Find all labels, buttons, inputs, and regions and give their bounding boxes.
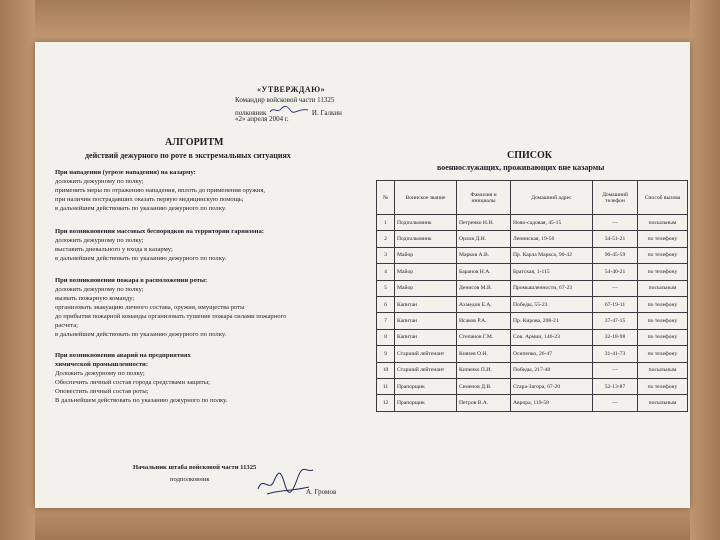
- table-cell: Князев О.Н.: [457, 346, 511, 362]
- table-cell: посыльным: [638, 362, 688, 378]
- table-cell: Прапорщик: [395, 378, 457, 394]
- table-cell: Ахмедов Е.А.: [457, 296, 511, 312]
- table-cell: Братская, 1-115: [511, 264, 593, 280]
- table-cell: 67-19-11: [593, 296, 638, 312]
- table-cell: Капитан: [395, 313, 457, 329]
- table-header-row: [377, 181, 688, 215]
- frame-left: [0, 0, 35, 540]
- list-subtitle: военнослужащих, проживающих вне казармы: [437, 163, 605, 172]
- table-cell: 37-47-15: [593, 313, 638, 329]
- approval-title: «УТВЕРЖДАЮ»: [257, 85, 326, 94]
- column-header: №: [377, 181, 395, 215]
- table-row: [377, 231, 688, 247]
- table-cell: Старший лейтенант: [395, 346, 457, 362]
- table-row: [377, 395, 688, 411]
- approval-line-1: Командир войсковой части 11325: [235, 96, 335, 104]
- column-header: Способ вызова: [638, 181, 688, 215]
- algorithm-section-3: При возникновении пожара в расположении роты: доложить дежурному по полку; вызвать пожарную команду; организовать эвакуацию личного состава, оружия, имущества роты до прибытия пожарной команды организовать тушение пожара силами пожарного расчета; в дальнейшем действовать по указанию дежурного по полку.: [55, 277, 287, 338]
- commander-signature-icon: [268, 105, 310, 115]
- table-row: [377, 378, 688, 394]
- table-cell: Ново-садовая, 45-15: [511, 215, 593, 231]
- document-page: [35, 42, 690, 508]
- table-cell: 7: [377, 313, 395, 329]
- table-row: [377, 313, 688, 329]
- frame-right: [690, 0, 720, 540]
- table-cell: 11: [377, 378, 395, 394]
- table-row: [377, 264, 688, 280]
- signature-name: А. Громов: [306, 488, 337, 496]
- table-cell: 4: [377, 264, 395, 280]
- algorithm-section-1: При нападении (угрозе нападения) на казарму: доложить дежурному по полку; применить меры по отражению нападения, вплоть до применения оружия, при наличии пострадавших оказать первую медицинскую помощь; в дальнейшем действовать по указанию дежурного по полку.: [55, 169, 266, 212]
- table-cell: Орлов Д.Н.: [457, 231, 511, 247]
- table-cell: по телефону: [638, 264, 688, 280]
- table-cell: по телефону: [638, 231, 688, 247]
- approval-line-2: полковник И. Галкин: [235, 105, 342, 117]
- table-cell: Подполковник: [395, 215, 457, 231]
- table-cell: 32-18-98: [593, 329, 638, 345]
- frame-top: [0, 0, 720, 42]
- table-cell: 34-51-21: [593, 231, 638, 247]
- table-cell: Исаков Р.А.: [457, 313, 511, 329]
- algorithm-subtitle: действий дежурного по роте в экстремальных ситуациях: [85, 151, 291, 160]
- table-cell: 52-13-87: [593, 378, 638, 394]
- table-cell: Осипенко, 26-47: [511, 346, 593, 362]
- table-cell: Семенов Д.В.: [457, 378, 511, 394]
- table-cell: —: [593, 395, 638, 411]
- signature-rank: подполковник: [170, 476, 210, 483]
- table-cell: Прапорщик: [395, 395, 457, 411]
- table-cell: Промышленности, 67-23: [511, 280, 593, 296]
- list-title: СПИСОК: [507, 150, 553, 161]
- table-row: [377, 296, 688, 312]
- table-cell: посыльным: [638, 395, 688, 411]
- table-cell: 1: [377, 215, 395, 231]
- table-cell: Петров В.А.: [457, 395, 511, 411]
- table-cell: 54-40-21: [593, 264, 638, 280]
- table-cell: по телефону: [638, 247, 688, 263]
- table-cell: 31-41-73: [593, 346, 638, 362]
- table-cell: Сов. Армии, 146-23: [511, 329, 593, 345]
- table-cell: по телефону: [638, 296, 688, 312]
- table-cell: Марков А.В.: [457, 247, 511, 263]
- table-cell: 5: [377, 280, 395, 296]
- table-cell: по телефону: [638, 313, 688, 329]
- column-header: Домашний телефон: [593, 181, 638, 215]
- table-cell: Пр. Кирова, 208-21: [511, 313, 593, 329]
- algorithm-section-4: При возникновении аварий на предприятиях химической промышленности: Доложить дежурному по полку; Обеспечить личный состав города средствами защиты; Оповестить личный состав роты; В дальнейшем действовать по указанию дежурного по полку.: [55, 352, 228, 404]
- table-cell: Пр. Карла Маркса, 90-42: [511, 247, 593, 263]
- approval-date: «2» апреля 2004 г.: [235, 115, 289, 123]
- column-header: Фамилия и инициалы: [457, 181, 511, 215]
- table-cell: —: [593, 362, 638, 378]
- table-cell: 6: [377, 296, 395, 312]
- personnel-table: [376, 180, 688, 412]
- table-cell: Стара-Загора, 67-20: [511, 378, 593, 394]
- table-cell: Победы, 217-40: [511, 362, 593, 378]
- table-cell: Капитан: [395, 296, 457, 312]
- table-cell: Майор: [395, 264, 457, 280]
- table-cell: 9: [377, 346, 395, 362]
- table-cell: по телефону: [638, 378, 688, 394]
- column-header: Воинское звание: [395, 181, 457, 215]
- table-cell: посыльным: [638, 215, 688, 231]
- table-row: [377, 280, 688, 296]
- signature-title: Начальник штаба войсковой части 11325: [133, 464, 257, 471]
- table-cell: Победы, 55-23: [511, 296, 593, 312]
- table-row: [377, 362, 688, 378]
- algorithm-title: АЛГОРИТМ: [165, 137, 224, 148]
- table-cell: Аврора, 119-58: [511, 395, 593, 411]
- table-cell: Капитан: [395, 329, 457, 345]
- table-cell: 12: [377, 395, 395, 411]
- algorithm-section-2: При возникновении массовых беспорядков на территории гарнизона: доложить дежурному по полку; выставить дневального у входа в казарму; в дальнейшем действовать по указанию дежурного по полку.: [55, 228, 264, 262]
- table-cell: —: [593, 215, 638, 231]
- table-cell: Подполковник: [395, 231, 457, 247]
- table-cell: 2: [377, 231, 395, 247]
- table-cell: Майор: [395, 247, 457, 263]
- table-cell: Кипенко П.И.: [457, 362, 511, 378]
- table-cell: Старший лейтенант: [395, 362, 457, 378]
- table-cell: Ленинская, 19-56: [511, 231, 593, 247]
- table-cell: 10: [377, 362, 395, 378]
- frame-bottom: [0, 508, 720, 540]
- table-cell: посыльным: [638, 280, 688, 296]
- table-cell: Степанов Г.М.: [457, 329, 511, 345]
- table-cell: Баранов Н.А.: [457, 264, 511, 280]
- table-cell: Майор: [395, 280, 457, 296]
- table-row: [377, 329, 688, 345]
- table-cell: по телефону: [638, 329, 688, 345]
- table-cell: по телефону: [638, 346, 688, 362]
- table-cell: —: [593, 280, 638, 296]
- table-cell: 8: [377, 329, 395, 345]
- table-cell: Петренко Н.Н.: [457, 215, 511, 231]
- column-header: Домашний адрес: [511, 181, 593, 215]
- table-row: [377, 346, 688, 362]
- table-cell: 90-45-59: [593, 247, 638, 263]
- table-row: [377, 215, 688, 231]
- table-cell: Денисов М.В.: [457, 280, 511, 296]
- table-row: [377, 247, 688, 263]
- table-cell: 3: [377, 247, 395, 263]
